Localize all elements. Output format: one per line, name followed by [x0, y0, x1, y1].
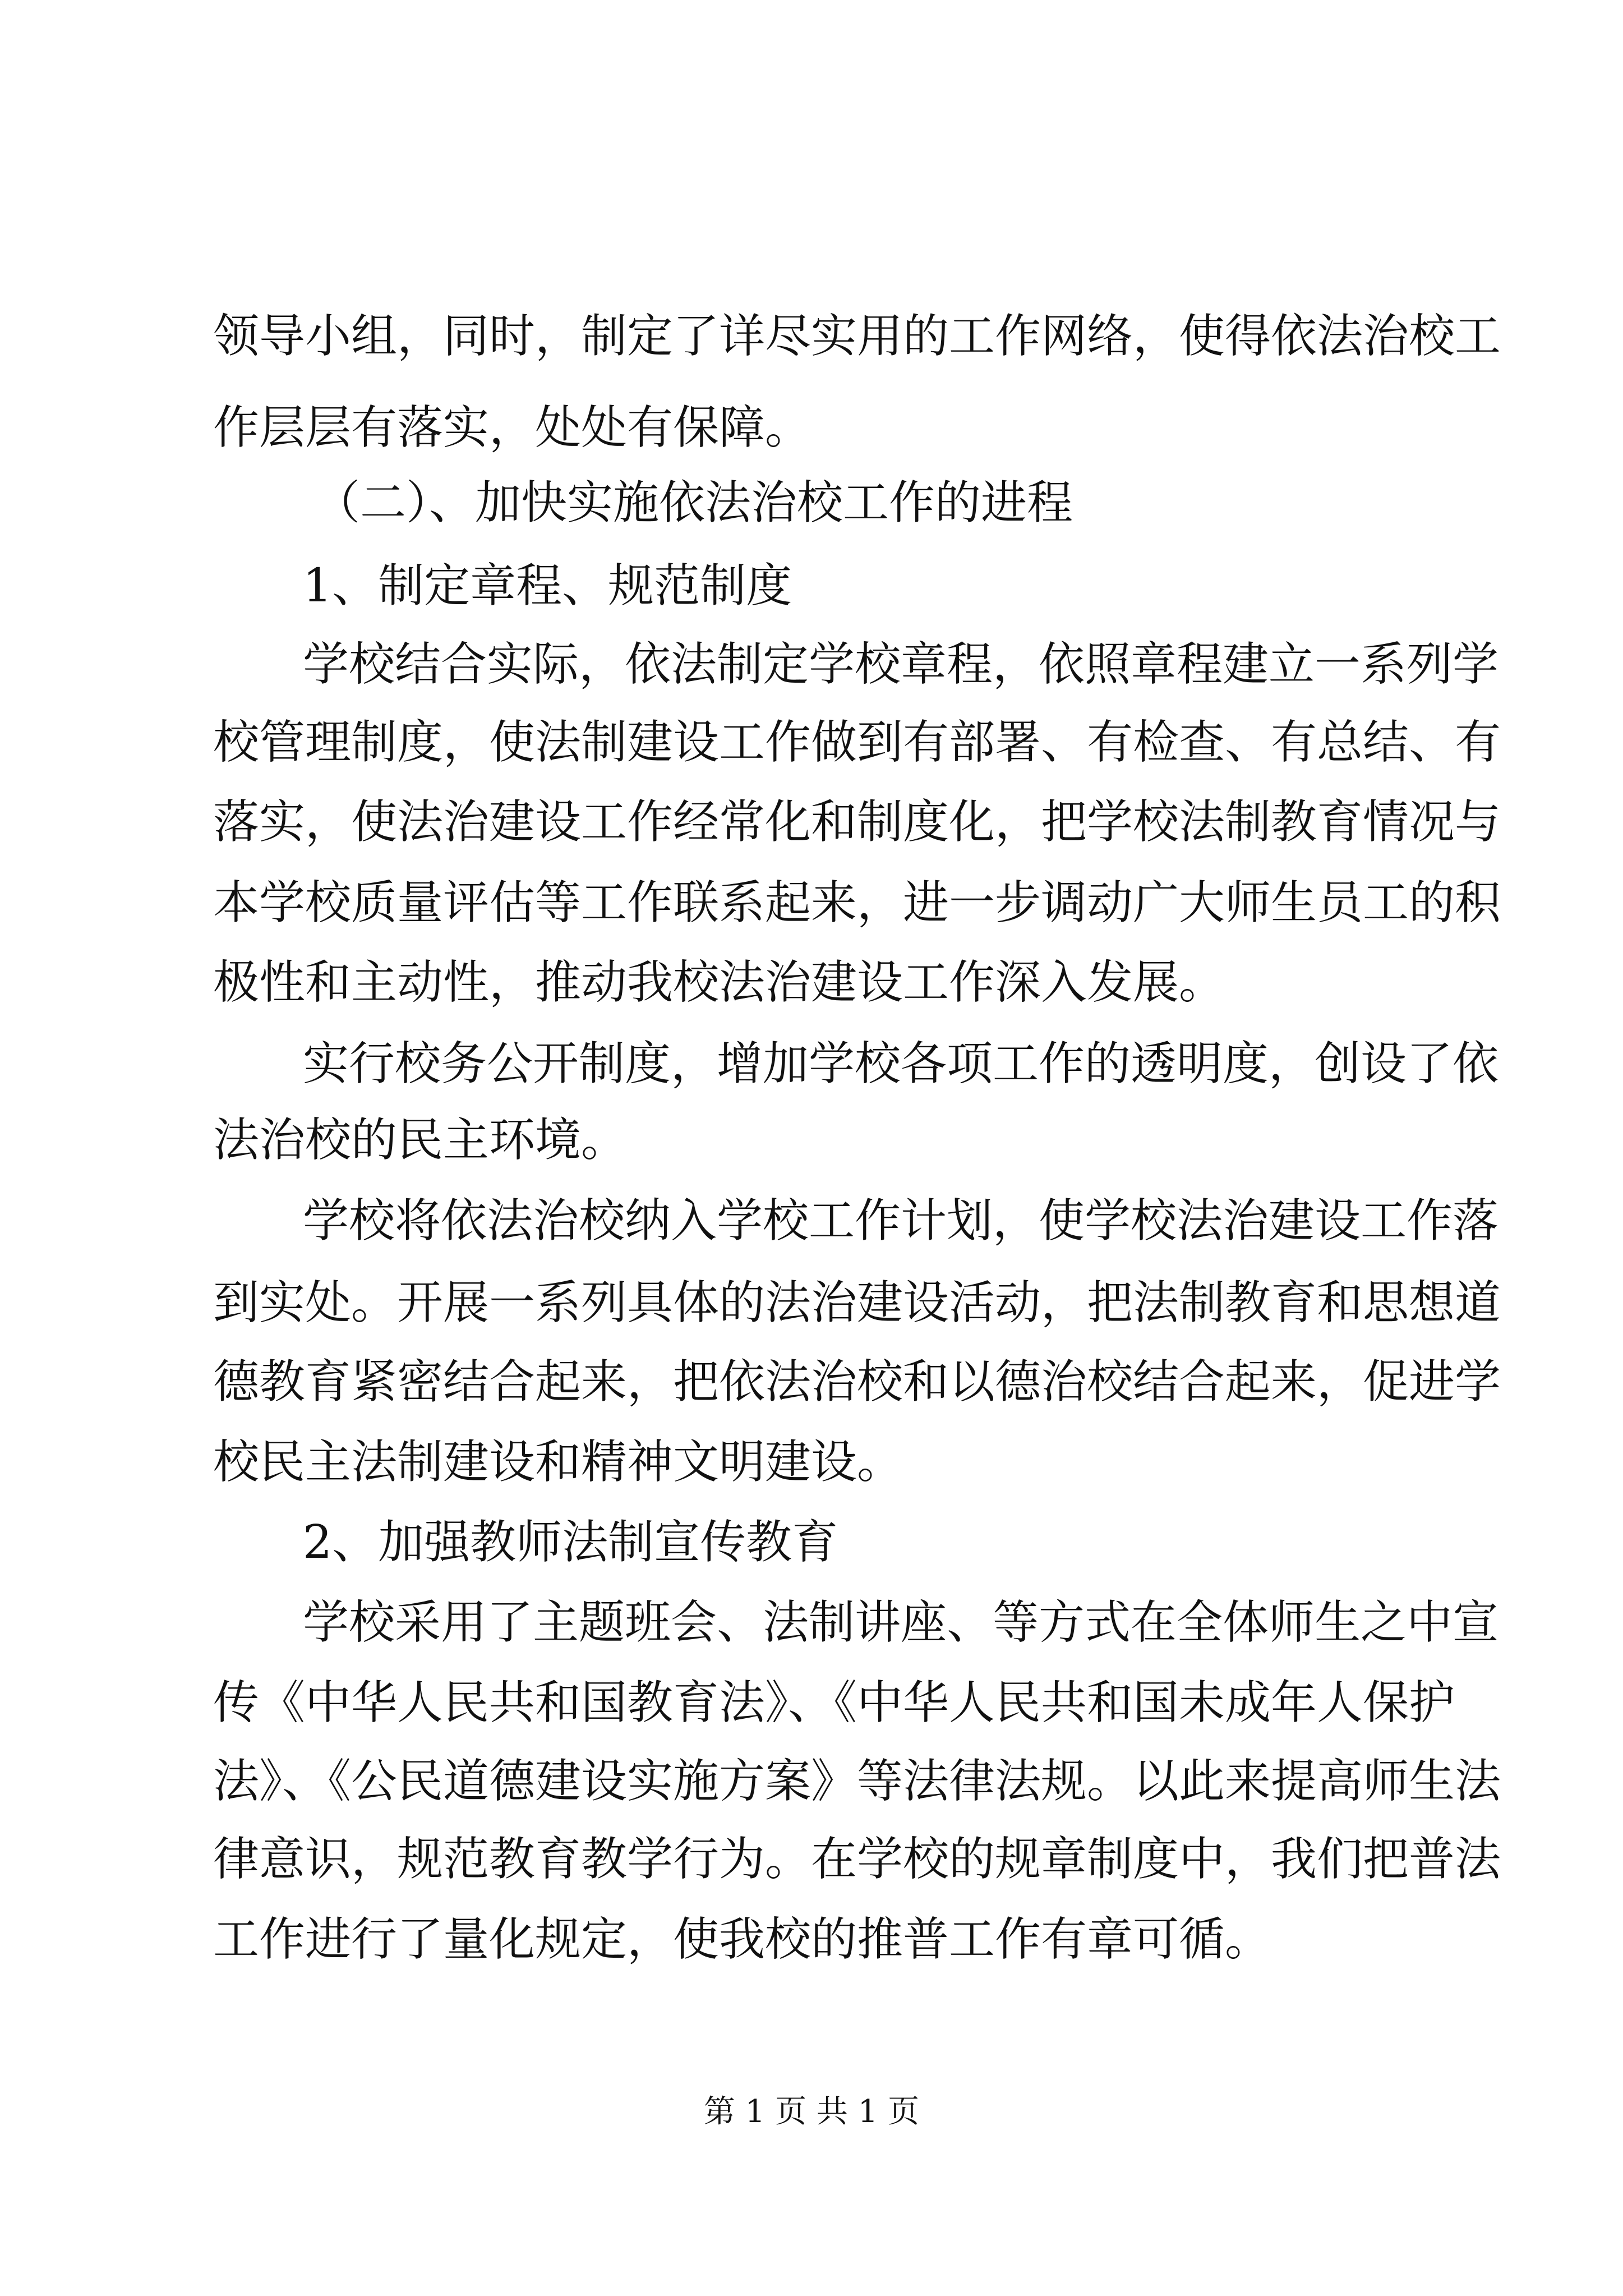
subsection-heading: 1、制定章程、规范制度	[303, 559, 792, 613]
body-text-line: 落实，使法治建设工作经常化和制度化，把学校法制教育情况与	[213, 795, 1501, 849]
body-text-line: 法治校的民主环境。	[213, 1114, 628, 1167]
body-text-line: 本学校质量评估等工作联系起来，进一步调动广大师生员工的积	[213, 876, 1501, 930]
body-text-line: 学校将依法治校纳入学校工作计划，使学校法治建设工作落	[303, 1194, 1499, 1248]
body-text-line: 作层层有落实，处处有保障。	[213, 401, 811, 454]
body-text-line: 律意识，规范教育教学行为。在学校的规章制度中，我们把普法	[213, 1833, 1501, 1886]
body-text-line: 法》、《公民道德建设实施方案》等法律法规。以此来提高师生法	[213, 1755, 1501, 1808]
body-text-line: 校管理制度，使法制建设工作做到有部署、有检查、有总结、有	[213, 716, 1501, 769]
body-text-line: 德教育紧密结合起来，把依法治校和以德治校结合起来，促进学	[213, 1355, 1501, 1409]
body-text-line: 传《中华人民共和国教育法》、《中华人民共和国未成年人保护	[213, 1676, 1455, 1729]
body-text-line: 学校结合实际，依法制定学校章程，依照章程建立一系列学	[303, 638, 1499, 691]
body-text-line: 校民主法制建设和精神文明建设。	[213, 1435, 903, 1489]
body-text-line: 学校采用了主题班会、法制讲座、等方式在全体师生之中宣	[303, 1596, 1499, 1649]
body-text-line: 领导小组，同时，制定了详尽实用的工作网络，使得依法治校工	[213, 310, 1501, 363]
body-text-line: 极性和主动性，推动我校法治建设工作深入发展。	[213, 956, 1225, 1009]
body-text-line: 工作进行了量化规定，使我校的推普工作有章可循。	[213, 1913, 1271, 1966]
subsection-heading: 2、加强教师法制宣传教育	[303, 1516, 838, 1569]
section-heading: （二）、加快实施依法治校工作的进程	[314, 476, 1073, 530]
body-text-line: 到实处。开展一系列具体的法治建设活动，把法制教育和思想道	[213, 1276, 1501, 1329]
body-text-line: 实行校务公开制度，增加学校各项工作的透明度，创设了依	[303, 1037, 1499, 1091]
page-footer: 第 1 页 共 1 页	[703, 2093, 920, 2130]
